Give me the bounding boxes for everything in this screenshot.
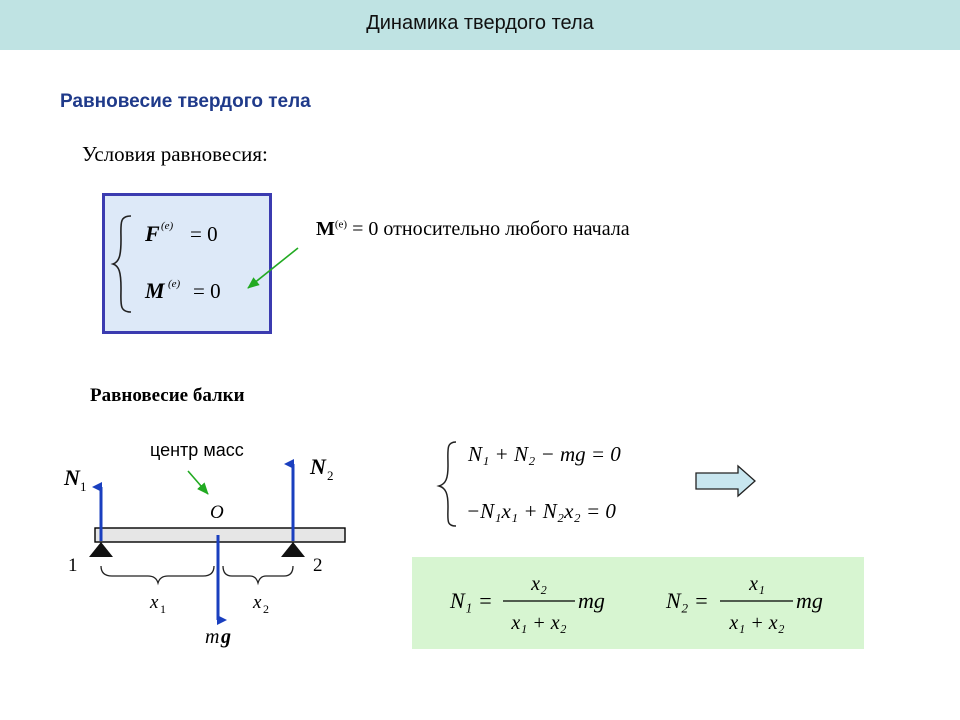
system-eq1: N₁ + N₂ − mg = 0: [468, 442, 621, 466]
x2-sub: 2: [263, 602, 269, 616]
n1-sub: 1: [80, 479, 87, 494]
support-2: [281, 542, 305, 557]
result-n1-den: x₁ + x₂: [511, 612, 567, 634]
beam-title: Равновесие балки: [90, 385, 245, 406]
conditions-title: Условия равновесия:: [82, 142, 268, 166]
result-n1-num: x₂: [531, 573, 547, 595]
n2-symbol: N: [310, 454, 326, 479]
result-n1-lhs: N₁ =: [450, 588, 493, 613]
beam: [95, 528, 345, 542]
weight-m: m: [205, 626, 220, 648]
x2-brace: [223, 566, 293, 583]
result-n2-den: x₁ + x₂: [729, 612, 785, 634]
system-brace: [439, 442, 456, 526]
slide-title: Динамика твердого тела: [366, 12, 594, 34]
result-n1-tail: mg: [578, 588, 605, 613]
eq2-rhs: = 0: [193, 279, 221, 303]
weight-g: g: [221, 626, 231, 648]
center-pointer: [188, 471, 208, 494]
n1-symbol: N: [64, 465, 80, 490]
system-eq2: −N₁x₁ + N₂x₂ = 0: [466, 499, 616, 523]
moment-note: $M^{(e)} = 0$ относительно любого начала: [316, 218, 630, 240]
x1-brace: [101, 566, 214, 583]
origin-label: O: [210, 502, 224, 523]
n2-sub: 2: [327, 468, 334, 483]
eq1-symbol: F: [145, 221, 160, 246]
eq1-sup: (e): [161, 220, 174, 232]
conditions-brace: [113, 216, 131, 312]
pointer-arrow: [248, 248, 298, 288]
support-1: [89, 542, 113, 557]
support-2-label: 2: [313, 555, 323, 576]
eq1-rhs: = 0: [190, 222, 218, 246]
x1-symbol: x: [150, 592, 159, 613]
center-of-mass-label: центр масс: [150, 440, 244, 460]
support-1-label: 1: [68, 555, 78, 576]
result-n2-tail: mg: [796, 588, 823, 613]
x1-sub: 1: [160, 602, 166, 616]
x2-symbol: x: [253, 592, 262, 613]
result-n2-lhs: N₂ =: [666, 588, 709, 613]
implies-arrow: [696, 466, 755, 496]
result-n2-num: x₁: [749, 573, 765, 595]
eq2-symbol: M: [145, 278, 165, 303]
eq2-sup: (e): [168, 278, 181, 290]
section-title: Равновесие твердого тела: [60, 91, 311, 112]
